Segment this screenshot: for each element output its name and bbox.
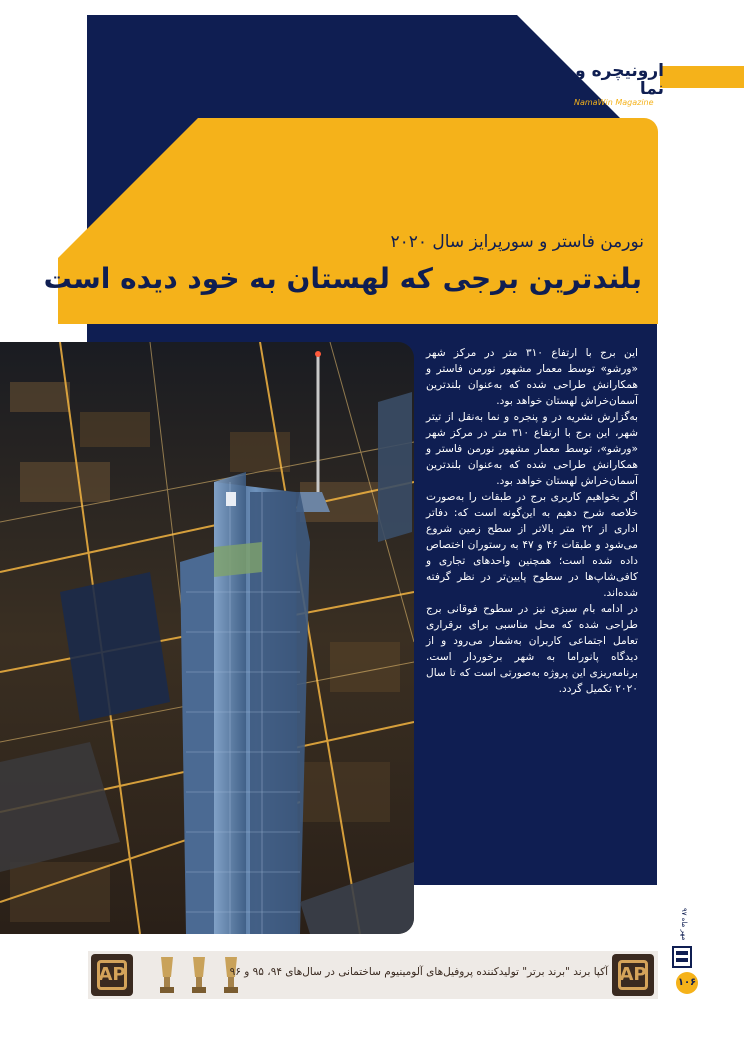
tower-photo — [0, 342, 414, 934]
article-paragraph: این برج با ارتفاع ۳۱۰ متر در مرکز شهر «ورشو» توسط معمار مشهور نورمن فاستر و همکارانش طراحی شده که به‌عنوان بلندترین آسمان‌خراش لهستان خواهد بود. — [426, 347, 638, 407]
trophy-icon — [190, 955, 208, 995]
logo-english-text: NamaWin Magazine — [574, 98, 654, 107]
akpa-logo-text: AP — [98, 964, 126, 985]
page-marker-icon — [672, 946, 692, 968]
logo-persian-text: ارونیچره و نما — [575, 61, 664, 99]
article-title: بلندترین برجی که لهستان به خود دیده است — [43, 262, 642, 295]
magazine-logo[interactable] — [574, 61, 664, 107]
akpa-logo-right — [612, 954, 654, 996]
page-number: ۱۰۶ — [676, 972, 698, 994]
article-paragraph: اگر بخواهیم کاربری برج در طبقات را به‌صورت خلاصه شرح دهیم به این‌گونه است که: دفاتر اداری از ۲۲ متر بالاتر از سطح زمین شروع می‌شود و طبقات ۴۶ و ۴۷ به رستوران اختصاص داده شده است؛ همچنین واحدهای تجاری و کافی‌شاپ‌ها در سطوح پایین‌تر در نظر گرفته شده‌اند. — [426, 491, 638, 599]
issue-date: مهر ماه ۹۷ — [680, 908, 688, 941]
trophy-icon — [158, 955, 176, 995]
akpa-logo-left — [91, 954, 133, 996]
tower-photo-illustration — [0, 342, 414, 934]
ad-text: آکپا برند "برند برتر" تولیدکننده پروفیل‌های آلومینیوم ساختمانی در سال‌های ۹۴، ۹۵ و ۹۶ — [229, 966, 608, 978]
article-paragraph: به‌گزارش نشریه در و پنجره و نما به‌نقل از تیتر شهر، این برج با ارتفاع ۳۱۰ متر در مرکز شهر «ورشو»، توسط معمار مشهور نورمن فاستر و همکارانش طراحی شده که به‌عنوان بلندترین آسمان‌خراش لهستان خواهد بود. — [426, 411, 638, 487]
logo-accent-bar — [660, 66, 744, 88]
article-subtitle: نورمن فاستر و سورپرایز سال ۲۰۲۰ — [390, 232, 644, 252]
article-body — [426, 345, 638, 697]
akpa-logo-text: AP — [619, 964, 647, 985]
article-paragraph: در ادامه بام سبزی نیز در سطوح فوقانی برج طراحی شده که محل مناسبی برای برقراری تعامل اجتماعی کاربران به‌شمار می‌رود و از دیدگاه پانوراما به شهر برخوردار است. برنامه‌ریزی این پروژه به‌صورتی است که تا سال ۲۰۲۰ تکمیل گردد. — [426, 603, 638, 695]
advertisement-banner[interactable] — [88, 951, 658, 999]
